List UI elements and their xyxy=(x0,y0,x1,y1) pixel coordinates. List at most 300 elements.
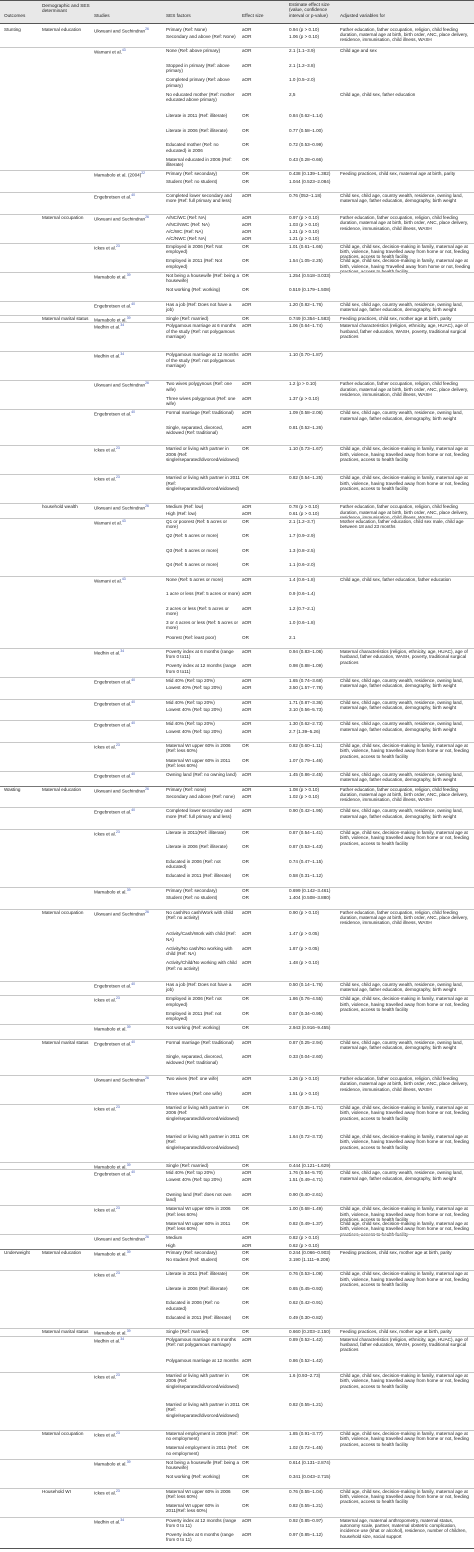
effect-size-cell: aOR xyxy=(242,221,252,227)
effect-size-cell: OR xyxy=(242,1459,249,1465)
col-effect-size: Effect size xyxy=(242,13,264,18)
effect-size-cell: OR xyxy=(242,858,249,864)
reference-link[interactable]: 26 xyxy=(145,1235,149,1240)
study-cell: Medhin et al.$^{34}$ xyxy=(94,352,125,359)
ses-factor-cell: Educated in 2011 (Ref: illiterate) xyxy=(166,873,232,879)
estimate-cell: 1.26 (p > 0.10) xyxy=(289,1076,320,1082)
effect-size-cell: OR xyxy=(242,1206,249,1212)
effect-size-cell: aOR xyxy=(242,981,252,987)
effect-size-cell: OR xyxy=(242,895,249,901)
estimate-cell: 0.82 (0.54–1.25) xyxy=(289,475,323,481)
ses-factor-cell: Not working (Ref: working) xyxy=(166,1025,221,1031)
effect-size-cell: aOR xyxy=(242,793,252,799)
ses-factor-cell: Poorest (Ref: least poor) xyxy=(166,634,217,640)
col-studies: Studies xyxy=(94,13,110,18)
effect-size-cell: aOR xyxy=(242,728,252,734)
adjusted-cell: Child age, child sex, decision-making in family, maternal age at birth, violence, having travelled away from home or not, feeding practices, access to health facility xyxy=(340,475,469,492)
ses-factor-cell: None (Ref: above primary) xyxy=(166,48,221,54)
effect-size-cell: aOR xyxy=(242,1358,252,1364)
estimate-cell: 0.9 (0.6–1.4) xyxy=(289,591,316,597)
ses-factor-cell: Literate in 2011(Ref: illiterate) xyxy=(166,829,226,835)
ses-factor-cell: Has a job (Ref: Does not have a job) xyxy=(166,981,232,993)
effect-size-cell: aOR xyxy=(242,1235,252,1241)
estimate-cell: 1.10 (0.70–1.87) xyxy=(289,352,323,358)
ses-factor-cell: Single, separated, divorced, widowed (Ref: traditional) xyxy=(166,1054,223,1065)
reference-link[interactable]: 23 xyxy=(115,243,120,248)
effect-size-cell: OR xyxy=(242,1025,249,1031)
estimate-cell: 2.1 (1.2–3.7) xyxy=(289,518,316,524)
determinant-cell: Maternal occupation xyxy=(42,214,84,220)
ses-factor-cell: Poverty index at 6 months (range from 0 to11) xyxy=(166,648,234,660)
study-cell: Ickes et al.$^{23}$ xyxy=(94,1372,120,1380)
reference-link[interactable]: 34 xyxy=(120,352,125,357)
ses-factor-cell: Primary (Ref: None) xyxy=(166,26,207,32)
effect-size-cell: aOR xyxy=(242,620,252,626)
ses-factor-cell: Literate in 2006 (Ref: illiterate) xyxy=(166,844,228,850)
reference-link[interactable]: 26 xyxy=(145,1076,149,1081)
reference-link[interactable]: 26 xyxy=(145,26,149,31)
determinant-cell: Maternal occupation xyxy=(42,909,84,915)
estimate-cell: 1.45 (0.86–2.45) xyxy=(289,772,323,778)
ses-factor-cell: Two wives polygynous (Ref: one wife) xyxy=(166,381,232,392)
ses-factor-cell: Owning land (Ref: no owning land) xyxy=(166,772,237,778)
ses-factor-cell: Not being a housewife (Ref: being a housewife) xyxy=(166,272,240,283)
effect-size-cell: OR xyxy=(242,316,249,322)
adjusted-cell: Child age, child sex, decision-making in family, maternal age at birth, violence, having travelled away from home or not, feeding practices, access to health facility xyxy=(340,1372,469,1389)
adjusted-cell: Maternal age, maternal anthropometry, maternal status, autonomy scale, partner, maternal obstetric complication, incidence use (khat or alcohol), residence, number of children, household size, social support xyxy=(340,1517,467,1539)
estimate-cell: 1.3 (0.8–2.5) xyxy=(289,547,316,553)
study-cell: Ickes et al.$^{23}$ xyxy=(94,475,120,482)
adjusted-cell: Child age, child sex, decision-making in family, maternal age at birth, violence, having travelled away from home or not, feeding practices, access to health facility xyxy=(340,996,469,1013)
ses-factor-cell: Primary (Ref: secondary) xyxy=(166,887,218,893)
ses-factor-cell: No student (Ref: student) xyxy=(166,1256,218,1262)
ses-factor-cell: Q2 (Ref: 5 acres or more) xyxy=(166,533,219,539)
estimate-cell: 0.76 (052–1.18) xyxy=(289,192,322,198)
estimate-cell: 1.21 (p > 0.10) xyxy=(289,236,320,242)
effect-size-cell: aOR xyxy=(242,33,252,39)
ses-factor-cell: Educated in 2006 (Ref: not educated) xyxy=(166,858,221,870)
reference-link[interactable]: 40 xyxy=(131,1039,136,1044)
estimate-cell: 1.76 (0.54–5.70) xyxy=(289,1170,323,1176)
effect-size-cell: aOR xyxy=(242,504,252,510)
study-cell: Engebretsen et al.$^{40}$ xyxy=(94,981,136,989)
estimate-cell: 3.190 (1.111–9.208) xyxy=(289,1256,330,1262)
ses-factor-cell: Poverty index at 6 months (range from 0 to 11) xyxy=(166,1532,234,1543)
ses-factor-cell: Mid 40% (Ref: top 20%) xyxy=(166,699,215,705)
ses-factor-cell: Mid 40% (Ref: top 20%) xyxy=(166,721,215,727)
estimate-cell: 0.87 (0.54–1.41) xyxy=(289,829,323,835)
adjusted-cell: Father education, father occupation, religion, child feeding duration, maternal age at birth, birth order, ANC, place delivery, residence, immunisation, child illness, WASH xyxy=(340,1076,469,1092)
effect-size-cell: OR xyxy=(242,272,249,278)
reference-link[interactable]: 34 xyxy=(120,323,125,328)
estimate-cell: 1.0 (0.5–2.0) xyxy=(289,77,316,83)
effect-size-cell: aOR xyxy=(242,677,252,683)
adjusted-cell: Child age, child sex, decision-making in family, maternal age at birth, violence, having travelled away from home or not, feeding practices, access to health facility xyxy=(340,743,469,759)
effect-size-cell: OR xyxy=(242,287,249,293)
study-cell: Engebretsen et al.$^{40}$ xyxy=(94,301,136,309)
estimate-cell: 1.01 (0.61–1.66) xyxy=(289,243,323,249)
reference-link[interactable]: 43 xyxy=(121,48,126,53)
effect-size-cell: aOR xyxy=(242,1191,252,1197)
effect-size-cell: OR xyxy=(242,1488,249,1494)
adjusted-cell: Maternal characteristics (religion, ethnicity, age, HUAC), age of husband, father education, WASH, poverty, traditional surgical practices xyxy=(340,1336,468,1353)
effect-size-cell: OR xyxy=(242,178,249,184)
estimate-cell: 1.48 (p > 0.10) xyxy=(289,960,320,966)
reference-link[interactable]: 40 xyxy=(131,410,136,415)
effect-size-cell: OR xyxy=(242,127,249,133)
estimate-cell: 0.76 (0.53–1.09) xyxy=(289,1271,323,1277)
ses-factor-cell: Maternal WI upper 60% in 2006 (Ref: less 60%) xyxy=(166,1488,231,1499)
ses-factor-cell: A/C/WC (Ref: NA) xyxy=(166,229,204,235)
ses-factor-cell: Mid 40% (Ref: top 20%) xyxy=(166,1170,215,1176)
estimate-cell: 0.82 (0.55–1.21) xyxy=(289,1401,323,1407)
col-ses-factors: SES factors xyxy=(166,13,191,18)
adjusted-cell: Child sex, child age, country wealth, residence, owning land, maternal age, father education, demography, birth weight xyxy=(340,772,463,783)
ses-factor-cell: Educated in 2006 (Ref: no educated) xyxy=(166,1300,220,1311)
estimate-cell: 0.89 (0.52–1.42) xyxy=(289,1336,323,1342)
reference-link[interactable]: 23 xyxy=(115,1206,120,1211)
estimate-cell: 1.2 (0.7–2.1) xyxy=(289,605,316,611)
effect-size-cell: aOR xyxy=(242,48,252,54)
ses-factor-cell: 1 acre or less (Ref: 5 acres or more) xyxy=(166,591,240,597)
adjusted-cell: Feeding practices, child sex, mother age at birth, parity xyxy=(340,316,452,322)
reference-link[interactable]: 34 xyxy=(120,648,125,653)
study-cell: Mamabolo et al.$^{39}$ xyxy=(94,1329,131,1336)
estimate-cell: 0.90 (p > 0.10) xyxy=(289,909,320,915)
study-cell: Engebretsen et al.$^{40}$ xyxy=(94,772,136,779)
reference-link[interactable]: 26 xyxy=(145,214,149,219)
effect-size-cell: aOR xyxy=(242,229,252,235)
ses-factor-cell: Maternal educated in 2006 (Ref: illiterate) xyxy=(166,156,232,168)
ses-factor-cell: Polygamous marriage at 12 months of the study (Ref: not polygamous marriage) xyxy=(166,352,239,369)
reference-link[interactable]: 39 xyxy=(126,1025,131,1030)
effect-size-cell: aOR xyxy=(242,576,252,582)
ses-factor-cell: Primary (Ref: secondary) xyxy=(166,1249,218,1255)
effect-size-cell: OR xyxy=(242,743,249,749)
effect-size-cell: OR xyxy=(242,1249,249,1255)
ses-factor-cell: Mid 40% (Ref: top 20%) xyxy=(166,677,215,683)
reference-link[interactable]: 40 xyxy=(131,721,136,726)
estimate-cell: 1.20 (0.82–1.76) xyxy=(289,301,323,307)
adjusted-cell: Child sex, child age, country wealth, residence, owning land, maternal age, father education, demography, birth weight xyxy=(340,1170,463,1181)
study-cell: Engebretsen et al.$^{40}$ xyxy=(94,721,136,728)
ses-factor-cell: Married or living with partner in 2011 (Ref: single/separated/divorced/widowed) xyxy=(166,1133,240,1150)
outcome-cell: Wasting xyxy=(4,786,21,792)
effect-size-cell: aOR xyxy=(242,1532,252,1538)
effect-size-cell: aOR xyxy=(242,706,252,712)
reference-link[interactable]: 43 xyxy=(121,518,126,523)
estimate-cell: 0.87 (0.25–2.94) xyxy=(289,1039,323,1045)
ses-factor-cell: Not working (Ref: working) xyxy=(166,1474,221,1480)
reference-link[interactable]: 40 xyxy=(131,808,136,813)
effect-size-cell: aOR xyxy=(242,511,252,517)
estimate-cell: 1.4 (0.6–1.8) xyxy=(289,576,316,582)
ses-factor-cell: A/C/NWC (Ref: NA) xyxy=(166,236,207,242)
reference-link[interactable]: 26 xyxy=(145,786,149,791)
adjusted-cell: Child sex, child age, country wealth, residence, owning land, maternal age, father education, demography, birth weight xyxy=(340,699,463,711)
estimate-cell: 0.660 (0.203–2.150) xyxy=(289,1329,331,1335)
ses-factor-cell: Owning land (Ref: does not own land) xyxy=(166,1191,232,1203)
adjusted-cell: Maternal characteristics (religion, ethnicity, age, HUAC), age of husband, father education, WASH, poverty, traditional surgical practices xyxy=(340,323,468,340)
estimate-cell: 1.10 (0.73–1.67) xyxy=(289,446,323,452)
adjusted-cell: Child sex, child age, country wealth, residence, owning land, maternal age, father education, demography, birth weight xyxy=(340,981,463,993)
ses-factor-cell: 3 or 4 acres or less (Ref: 5 acres or more) xyxy=(166,620,238,631)
reference-link[interactable]: 23 xyxy=(115,1372,120,1377)
effect-size-cell: OR xyxy=(242,1430,249,1436)
reference-link[interactable]: 23 xyxy=(115,1104,120,1109)
ses-factor-cell: None (Ref: 5 acres or more) xyxy=(166,576,224,582)
reference-link[interactable]: 23 xyxy=(115,1430,120,1435)
study-cell: Mamabolo et al.$^{39}$ xyxy=(94,1249,131,1257)
estimate-cell: 0.94 (p > 0.10) xyxy=(289,26,320,32)
reference-link[interactable]: 26 xyxy=(145,909,149,914)
determinant-cell: household wealth xyxy=(42,504,78,510)
estimate-cell: 1.254 (0.518–3.033) xyxy=(289,272,331,278)
effect-size-cell: aOR xyxy=(242,214,252,220)
study-cell: Ukwuani and Suchindran$^{26}$ xyxy=(94,214,149,222)
reference-link[interactable]: 40 xyxy=(131,699,136,704)
ses-factor-cell: Polygamous marriage at 12 months xyxy=(166,1358,239,1364)
reference-link[interactable]: 23 xyxy=(115,829,120,834)
effect-size-cell: aOR xyxy=(242,1336,252,1342)
study-cell: Ukwuani and Suchindran$^{26}$ xyxy=(94,381,149,388)
ses-factor-cell: Single (Ref: married) xyxy=(166,316,209,322)
ses-factor-cell: Maternal WI upper 60% in 2006 (Ref: less 60%) xyxy=(166,1206,231,1217)
reference-link[interactable]: 39 xyxy=(126,316,131,321)
estimate-cell: 0.97 (0.85–1.12) xyxy=(289,1532,323,1538)
effect-size-cell: aOR xyxy=(242,1054,252,1060)
adjusted-cell: Child age, child sex, decision-making in family, maternal age at birth, violence, having Travelled away from home or not, feeding practices, access to health facility xyxy=(340,258,471,274)
estimate-cell: 0.92 (0.85–0.97) xyxy=(289,1517,323,1523)
col-adjusted: Adjusted variables for xyxy=(340,13,386,18)
reference-link[interactable]: 34 xyxy=(120,1336,125,1341)
study-cell: Ickes et al.$^{23}$ xyxy=(94,743,120,750)
outcome-cell: Stunting xyxy=(4,26,21,32)
reference-link[interactable]: 23 xyxy=(115,996,120,1001)
ses-factor-cell: Medium xyxy=(166,1235,183,1241)
ses-factor-cell: Polygamous marriage at 6 months of the study (Ref: not polygamous marriage) xyxy=(166,323,236,340)
ses-factor-cell: Single (Ref: married) xyxy=(166,1329,209,1335)
effect-size-cell: OR xyxy=(242,1285,249,1291)
effect-size-cell: aOR xyxy=(242,1076,252,1082)
ses-factor-cell: Secondary and above (Ref: none) xyxy=(166,793,235,799)
estimate-cell: 1.54 (1.05–2.25) xyxy=(289,258,323,264)
adjusted-cell: Child age, child sex, father education, father education xyxy=(340,576,451,582)
ses-factor-cell: Completed lower secondary and more (Ref: full primary and less) xyxy=(166,192,232,204)
estimate-cell: 0.86 (0.52–1.42) xyxy=(289,1358,323,1364)
study-cell: Mamabolo et al. $(2004)^{22}$ xyxy=(94,171,146,178)
ses-factor-cell: Lowest 40% (Ref: top 20%) xyxy=(166,706,222,712)
estimate-cell: 1.71 (0.87–3.36) xyxy=(289,699,323,705)
estimate-cell: 0.519 (0.179–1.508) xyxy=(289,287,331,293)
reference-link[interactable]: 26 xyxy=(145,504,149,509)
study-cell: Medhin et al.$^{34}$ xyxy=(94,323,125,330)
reference-link[interactable]: 40 xyxy=(131,981,136,986)
study-cell: Ickes et al.$^{23}$ xyxy=(94,829,120,837)
estimate-cell: 0.438 (0.139–1.382) xyxy=(289,171,331,177)
study-cell: Mamabolo et al.$^{39}$ xyxy=(94,1459,131,1467)
reference-link[interactable]: 43 xyxy=(121,576,126,581)
study-cell: Mamabolo et al.$^{39}$ xyxy=(94,887,131,895)
study-cell: Wamani et al.$^{43}$ xyxy=(94,576,126,584)
effect-size-cell: OR xyxy=(242,258,249,264)
estimate-cell: 0.43 (0.28–0.66) xyxy=(289,156,323,162)
effect-size-cell: OR xyxy=(242,1372,249,1378)
estimate-cell: 2.943 (0.916–9.455) xyxy=(289,1025,331,1031)
study-cell: Ukwuani and Suchindran$^{26}$ xyxy=(94,26,149,34)
effect-size-cell: OR xyxy=(242,547,249,553)
estimate-cell: 1.02 (0.72–1.45) xyxy=(289,1445,323,1451)
adjusted-cell: Father education, father occupation, religion, child feeding duration, maternal age at birth, birth order, ANC, place delivery, residence, immunisation, child illness, WASH xyxy=(340,214,469,231)
adjusted-cell: Father education, father occupation, religion, child feeding duration, maternal age at birth, birth order, ANC, place delivery, residence, immunisation, child illness, WASH xyxy=(340,909,469,926)
ses-factor-cell: A/NC/WC (Ref: NA) xyxy=(166,214,207,220)
adjusted-cell: Child sex, child age, country wealth, residence, owning land, maternal age, father education, demography, birth weight xyxy=(340,1039,463,1051)
reference-link[interactable]: 34 xyxy=(120,1517,125,1522)
estimate-cell: 0.98 (0.88–1.09) xyxy=(289,663,323,669)
study-cell: Engebretsen et al.$^{40}$ xyxy=(94,699,136,707)
effect-size-cell: OR xyxy=(242,887,249,893)
reference-link[interactable]: 23 xyxy=(115,743,120,748)
reference-link[interactable]: 40 xyxy=(131,677,136,682)
ses-factor-cell: Polygamous marriage at 6 months (Ref: not polygamous marriage) xyxy=(166,1336,236,1347)
study-cell: Wamani et al.$^{43}$ xyxy=(94,518,126,526)
effect-size-cell: aOR xyxy=(242,301,252,307)
ses-factor-cell: Three wives (Ref: one wife) xyxy=(166,1090,222,1096)
table-bottom-rule xyxy=(0,1548,474,1549)
effect-size-cell: aOR xyxy=(242,648,252,654)
reference-link[interactable]: 39 xyxy=(126,1329,131,1334)
estimate-cell: 1.85 (0.91–3.77) xyxy=(289,1430,323,1436)
effect-size-cell: OR xyxy=(242,1329,249,1335)
reference-link[interactable]: 23 xyxy=(115,446,120,451)
effect-size-cell: OR xyxy=(242,156,249,162)
adjusted-cell: Child sex, child age, country wealth, residence, owning land, maternal age, father education, demography, birth weight xyxy=(340,677,463,689)
ses-factor-cell: Employed in 2006 (Ref: not employed) xyxy=(166,996,222,1007)
estimate-cell: 1.09 (0.58–2.06) xyxy=(289,410,323,416)
estimate-cell: 0.749 (0.354–1.583) xyxy=(289,316,331,322)
reference-link[interactable]: 26 xyxy=(145,381,149,386)
study-cell: Mamabolo et al.$^{39}$ xyxy=(94,1025,131,1032)
estimate-cell: 1.07 (0.79–1.46) xyxy=(289,757,323,763)
col-estimate: Estimate effect size (value, confidence interval or p-value) xyxy=(289,2,330,18)
ses-factor-cell: Literate in 2011 (Ref: illiterate) xyxy=(166,1271,228,1277)
adjusted-cell: Child age, child sex, decision-making in family, maternal age at birth, violence, having travelled away from home or not, feeding practices, access to health facility xyxy=(340,829,469,846)
ses-factor-cell: Lowest 40% (Ref: top 20%) xyxy=(166,1177,222,1183)
estimate-cell: 1.1 (0.6–2.0) xyxy=(289,562,316,568)
study-cell: Engebretsen et al.$^{40}$ xyxy=(94,1170,136,1177)
estimate-cell: 0.62 (0.42–0.91) xyxy=(289,1300,323,1306)
ses-factor-cell: Literate in 2006 (Ref: illiterate) xyxy=(166,1285,228,1291)
study-cell: Ickes et al.$^{23}$ xyxy=(94,1104,120,1112)
ses-factor-cell: Stopped in primary (Ref: above primary) xyxy=(166,62,230,74)
estimate-cell: 1.0 (0.6–1.8) xyxy=(289,620,316,626)
effect-size-cell: aOR xyxy=(242,663,252,669)
ses-factor-cell: Maternal WI upper 60% in 2011 (Ref: less 60%) xyxy=(166,757,231,768)
reference-link[interactable]: 39 xyxy=(126,1162,131,1167)
effect-size-cell: aOR xyxy=(242,699,252,705)
study-cell: Ickes et al.$^{23}$ xyxy=(94,446,120,453)
ses-factor-cell: Maternal WI upper 60% in 2011(Ref: less 60%) xyxy=(166,1503,220,1514)
effect-size-cell: OR xyxy=(242,1104,249,1110)
reference-link[interactable]: 40 xyxy=(131,192,136,197)
reference-link[interactable]: 23 xyxy=(115,475,120,480)
adjusted-cell: Feeding practices, child sex, mother age at birth, parity xyxy=(340,1329,452,1335)
reference-link[interactable]: 40 xyxy=(131,301,136,306)
estimate-cell: 0.76 (0.55–1.04) xyxy=(289,1488,323,1494)
effect-size-cell: OR xyxy=(242,142,249,148)
reference-link[interactable]: 40 xyxy=(131,772,136,777)
estimate-cell: 1.03 (p > 0.10) xyxy=(289,221,320,227)
reference-link[interactable]: 23 xyxy=(115,1271,120,1276)
effect-size-cell: aOR xyxy=(242,192,252,198)
effect-size-cell: aOR xyxy=(242,1170,252,1176)
estimate-cell: 0.84 (0.62–1.14) xyxy=(289,113,323,119)
estimate-cell: 0.81 (0.52–1.26) xyxy=(289,424,323,430)
ses-factor-cell: 2 acres or less (Ref: 5 acres or more) xyxy=(166,605,229,616)
effect-size-cell: aOR xyxy=(242,685,252,691)
effect-size-cell: aOR xyxy=(242,786,252,792)
estimate-cell: 2,5 xyxy=(289,91,296,97)
reference-link[interactable]: 23 xyxy=(115,1488,120,1493)
estimate-cell: 1.47 (p > 0.05) xyxy=(289,931,320,937)
study-cell: Ickes et al.$^{23}$ xyxy=(94,1488,120,1496)
reference-link[interactable]: 39 xyxy=(126,887,131,892)
estimate-cell: 1.87 (p > 0.05) xyxy=(289,945,320,951)
estimate-cell: 0.87 (0.53–1.43) xyxy=(289,844,323,850)
reference-link[interactable]: 39 xyxy=(126,1459,131,1464)
estimate-cell: 1.404 (0.508–3.880) xyxy=(289,895,331,901)
ses-factor-cell: Not being a housewife (Ref: being a housewife) xyxy=(166,1459,240,1471)
ses-factor-cell: Lowest 40% (Ref: top 20%) xyxy=(166,685,222,691)
estimate-cell: 1.51 (p > 0.10) xyxy=(289,1090,320,1096)
effect-size-cell: OR xyxy=(242,446,249,452)
estimate-cell: 1.6 (0.93–2.73) xyxy=(289,1372,321,1378)
adjusted-cell: Child sex, child age, country wealth, residence, owning land, maternal age, father education, demography, birth weight xyxy=(340,721,463,732)
effect-size-cell: aOR xyxy=(242,591,252,597)
estimate-cell: 3.50 (1.57–7.78) xyxy=(289,685,323,691)
reference-link[interactable]: 39 xyxy=(126,272,131,277)
ses-factor-cell: Educated in 2011 (Ref: illiterate) xyxy=(166,1314,232,1320)
estimate-cell: 1.044 (0.523–2.084) xyxy=(289,178,331,184)
determinant-cell: Maternal education xyxy=(42,26,82,32)
study-cell: Ickes et al.$^{23}$ xyxy=(94,1271,120,1278)
effect-size-cell: OR xyxy=(242,829,249,835)
study-cell: Engebretsen et al.$^{40}$ xyxy=(94,808,136,815)
ses-factor-cell: Secondary and above (Ref: None) xyxy=(166,33,236,39)
adjusted-cell: Feeding practices, child sex, maternal age at birth, parity xyxy=(340,171,456,177)
reference-link[interactable]: 39 xyxy=(126,1249,131,1254)
effect-size-cell: OR xyxy=(242,475,249,481)
estimate-cell: 0.57 (0.34–0.95) xyxy=(289,1010,323,1016)
reference-link[interactable]: 40 xyxy=(131,1170,136,1175)
effect-size-cell: OR xyxy=(242,873,249,879)
estimate-cell: 0.50 (0.14–1.76) xyxy=(289,981,323,987)
ses-factor-cell: Married or living with partner in 2006 (Ref: single/separated/divorced/widowed) xyxy=(166,446,240,463)
estimate-cell: 0.699 (0.142–3.461) xyxy=(289,887,331,893)
ses-factor-cell: No educated mother (Ref: mother educated above primary) xyxy=(166,91,235,103)
study-cell: Ickes et al.$^{23}$ xyxy=(94,996,120,1003)
determinant-cell: Maternal occupation xyxy=(42,1430,84,1436)
effect-size-cell: aOR xyxy=(242,424,252,430)
ses-factor-cell: Two wives (Ref: one wife) xyxy=(166,1076,219,1082)
estimate-cell: 1.30 (0.62–2.73) xyxy=(289,721,323,727)
estimate-cell: 1.2 (p > 0.10) xyxy=(289,381,317,387)
ses-factor-cell: Activity/No cash/No working with child (Ref: NA) xyxy=(166,945,233,957)
estimate-cell: 0.33 (0.04–2.60) xyxy=(289,1054,323,1060)
effect-size-cell: aOR xyxy=(242,395,252,401)
reference-link[interactable]: 22 xyxy=(141,171,146,176)
estimate-cell: 0.90 (0.42–1.95) xyxy=(289,808,323,814)
